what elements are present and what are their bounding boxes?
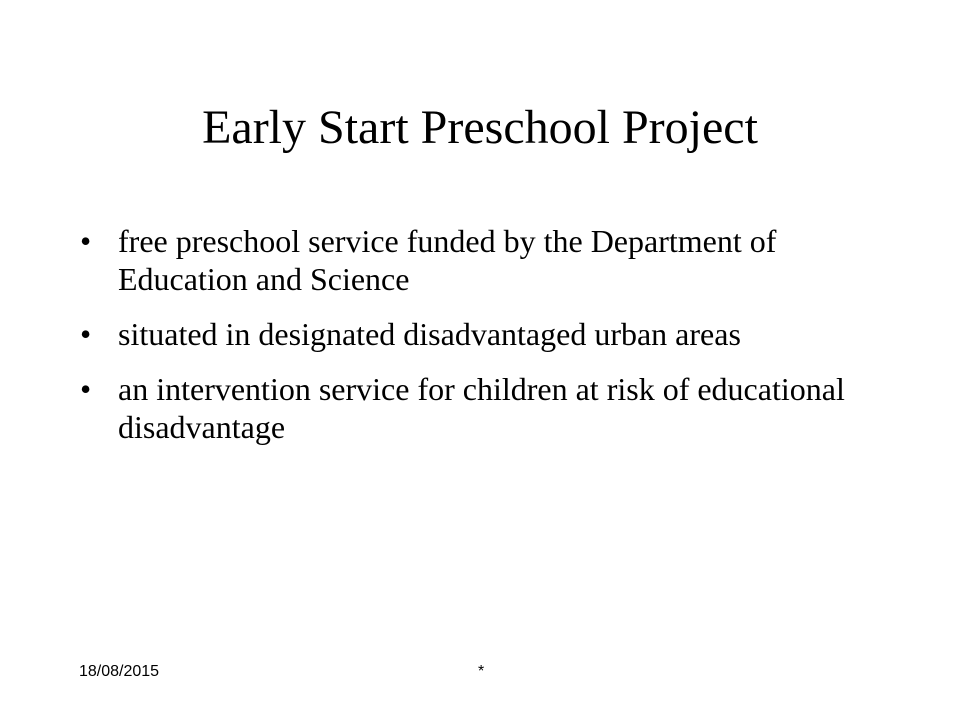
bullet-icon: •	[80, 223, 92, 259]
footer-date: 18/08/2015	[79, 663, 160, 680]
slide-title: Early Start Preschool Project	[202, 101, 758, 154]
bullet-text: free preschool service funded by the Department of Education and Science	[118, 223, 777, 297]
bullet-text: an intervention service for children at risk of educational disadvantage	[118, 371, 845, 445]
bullet-item	[80, 315, 880, 353]
bullet-item	[80, 370, 880, 446]
bullet-list	[80, 222, 880, 463]
footer-slide-number: *	[478, 663, 485, 680]
bullet-icon: •	[80, 316, 92, 352]
bullet-icon: •	[80, 371, 92, 407]
bullet-text: situated in designated disadvantaged urban areas	[118, 316, 741, 352]
bullet-item	[80, 222, 880, 298]
